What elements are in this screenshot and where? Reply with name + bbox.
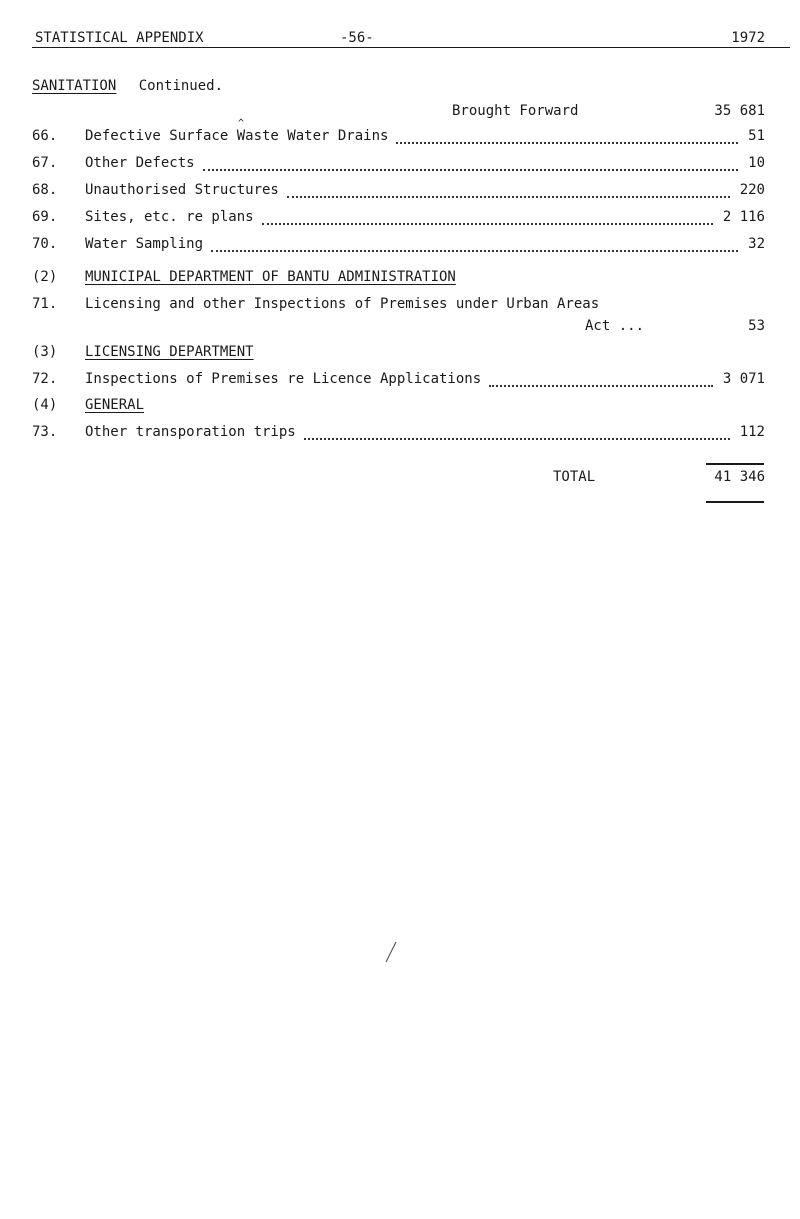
item-label: Sites, etc. re plans xyxy=(85,209,254,225)
group-number: (4) xyxy=(32,397,58,413)
item-label: Inspections of Premises re Licence Applications xyxy=(85,371,482,387)
total-row xyxy=(0,469,800,491)
item-value: 220 xyxy=(739,182,765,198)
item-label: Licensing and other Inspections of Premises under Urban Areas xyxy=(85,296,600,312)
item-label: Water Sampling xyxy=(85,236,204,252)
item-number: 68. xyxy=(32,182,58,198)
header-rule xyxy=(32,47,790,48)
item-value: 3 071 xyxy=(722,371,765,387)
list-item-continuation xyxy=(0,318,800,340)
group-heading: GENERAL xyxy=(85,397,145,413)
group-number: (2) xyxy=(32,269,58,285)
item-value: 2 116 xyxy=(722,209,765,225)
group-heading-row xyxy=(0,344,800,366)
group-heading: MUNICIPAL DEPARTMENT OF BANTU ADMINISTRATION xyxy=(85,269,456,285)
item-number: 67. xyxy=(32,155,58,171)
section-title-block xyxy=(32,78,223,94)
list-item xyxy=(0,424,800,446)
item-label: Other Defects xyxy=(85,155,195,171)
list-item xyxy=(0,371,800,393)
dot-leader xyxy=(287,196,730,198)
item-value: 53 xyxy=(748,318,765,334)
dot-leader xyxy=(203,169,739,171)
dot-leader xyxy=(396,142,738,144)
item-number: 69. xyxy=(32,209,58,225)
section-title: SANITATION xyxy=(32,78,117,94)
group-heading-row xyxy=(0,397,800,419)
item-number: 66. xyxy=(32,128,58,144)
brought-forward-label: Brought Forward xyxy=(452,103,579,119)
item-label-continuation: Act ... xyxy=(585,318,645,334)
total-value: 41 346 xyxy=(714,469,765,485)
header-page-number: -56- xyxy=(340,30,374,46)
brought-forward-value: 35 681 xyxy=(714,103,765,119)
total-label: TOTAL xyxy=(553,469,596,485)
total-rule-bottom xyxy=(706,501,764,503)
brought-forward-row xyxy=(0,103,800,125)
list-item xyxy=(0,118,800,150)
item-number: 70. xyxy=(32,236,58,252)
item-number: 73. xyxy=(32,424,58,440)
item-value: 51 xyxy=(748,128,765,144)
item-number: 72. xyxy=(32,371,58,387)
header-appendix-title: STATISTICAL APPENDIX xyxy=(35,30,204,46)
group-heading-row xyxy=(0,269,800,291)
list-item xyxy=(0,296,800,318)
dot-leader xyxy=(304,438,730,440)
list-item xyxy=(0,182,800,204)
item-label: Unauthorised Structures xyxy=(85,182,279,198)
total-rule-top xyxy=(706,463,764,465)
item-value: 32 xyxy=(748,236,765,252)
stray-mark xyxy=(384,940,398,964)
item-value: 112 xyxy=(739,424,765,440)
group-number: (3) xyxy=(32,344,58,360)
item-number: 71. xyxy=(32,296,58,312)
item-label: Other transporation trips xyxy=(85,424,296,440)
header-year: 1972 xyxy=(731,30,765,46)
dot-leader xyxy=(489,385,713,387)
handwritten-mark: ^ xyxy=(238,118,245,129)
item-label: Defective Surface Waste Water Drains xyxy=(85,128,389,144)
dot-leader xyxy=(211,250,738,252)
section-subtitle: Continued. xyxy=(138,78,224,94)
group-heading: LICENSING DEPARTMENT xyxy=(85,344,254,360)
list-item xyxy=(0,155,800,177)
dot-leader xyxy=(262,223,713,225)
item-value: 10 xyxy=(748,155,765,171)
list-item xyxy=(0,236,800,258)
list-item xyxy=(0,209,800,231)
